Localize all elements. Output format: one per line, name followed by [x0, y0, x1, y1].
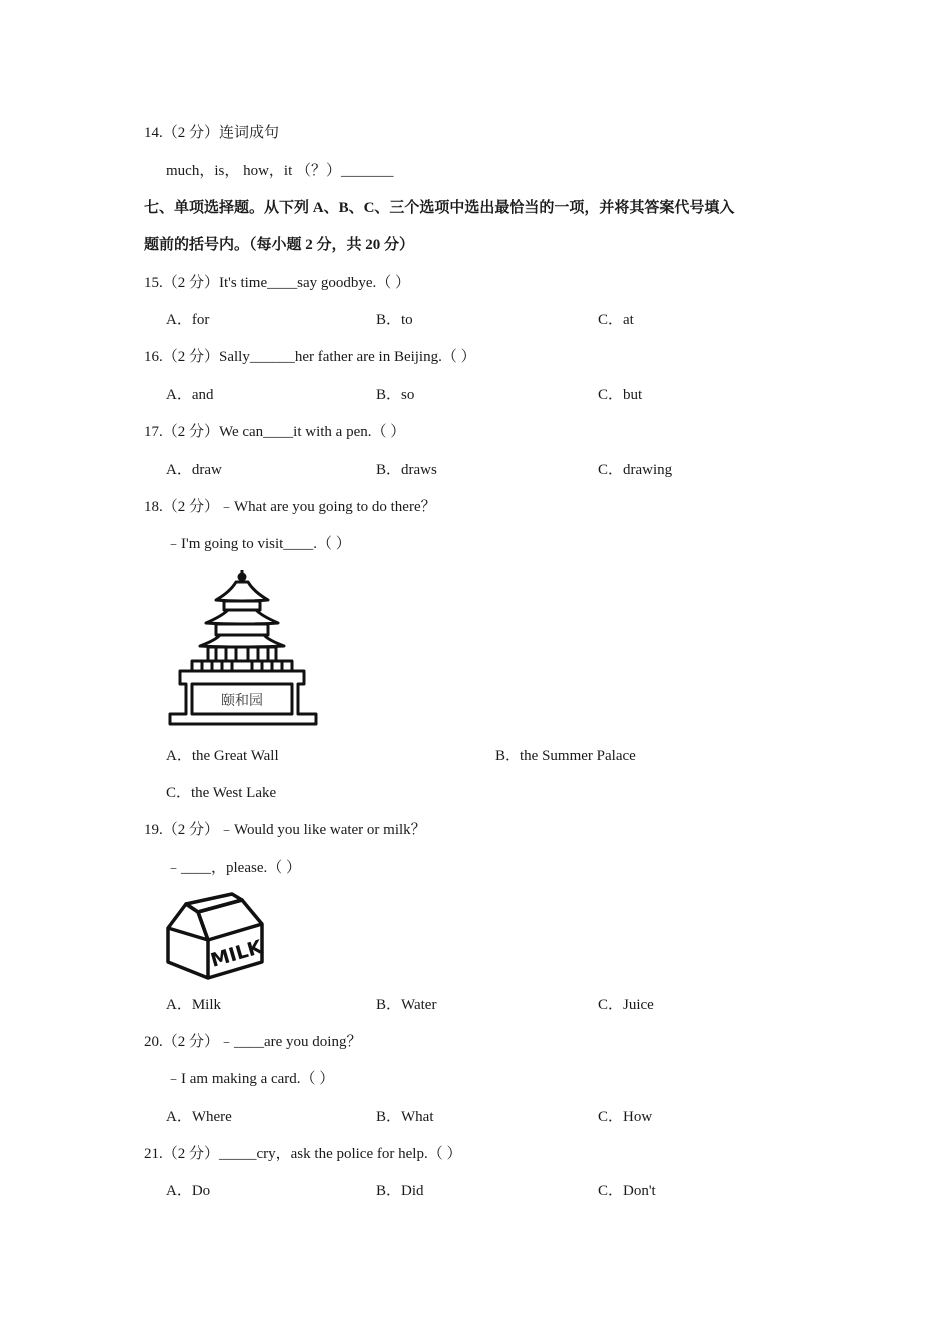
q19-option-b[interactable]: B．Water	[376, 997, 437, 1013]
q20-option-b[interactable]: B．What	[376, 1109, 434, 1125]
q14-stem: 14.（2 分）连词成句	[144, 125, 280, 141]
q17-option-a[interactable]: A．draw	[166, 462, 222, 478]
section-heading-line2: 题前的括号内。（每小题 2 分，共 20 分）	[144, 237, 415, 253]
q16-option-b[interactable]: B．so	[376, 387, 415, 403]
q18-option-a[interactable]: A．the Great Wall	[166, 748, 279, 764]
q21-option-a[interactable]: A．Do	[166, 1183, 211, 1199]
q16-stem: 16.（2 分）Sally______her father are in Beijing.（ ）	[144, 349, 476, 365]
q18-stem-line2: ﹣I'm going to visit____.（ ）	[166, 536, 351, 552]
q16-option-c[interactable]: C．but	[598, 387, 643, 403]
q19-stem: 19.（2 分）﹣Would you like water or milk？	[144, 822, 426, 838]
q14-words: much，is， how，it （？）_______	[166, 163, 394, 179]
q18-stem: 18.（2 分）﹣What are you going to do there？	[144, 499, 436, 515]
q20-stem: 20.（2 分）﹣____are you doing？	[144, 1034, 362, 1050]
q20-option-a[interactable]: A．Where	[166, 1109, 232, 1125]
q20-option-c[interactable]: C．How	[598, 1109, 653, 1125]
q19-option-c[interactable]: C．Juice	[598, 997, 654, 1013]
temple-drawing	[166, 568, 322, 728]
section-heading-line1: 七、单项选择题。从下列 A、B、C、三个选项中选出最恰当的一项，并将其答案代号填入	[144, 200, 735, 216]
milk-carton-illustration	[164, 890, 270, 982]
q15-stem: 15.（2 分）It's time____say goodbye.（ ）	[144, 275, 411, 291]
q17-option-c[interactable]: C．drawing	[598, 462, 673, 478]
q21-option-c[interactable]: C．Don't	[598, 1183, 656, 1199]
q18-option-c[interactable]: C．the West Lake	[166, 785, 277, 801]
sign-text: 颐和园	[221, 693, 263, 709]
milk-carton-drawing	[164, 890, 270, 982]
q15-option-b[interactable]: B．to	[376, 312, 413, 328]
q15-option-a[interactable]: A．for	[166, 312, 210, 328]
q21-stem: 21.（2 分）_____cry，ask the police for help.（ ）	[144, 1146, 462, 1162]
q18-option-b[interactable]: B．the Summer Palace	[495, 748, 636, 764]
q16-option-a[interactable]: A．and	[166, 387, 214, 403]
q20-stem-line2: ﹣I am making a card.（ ）	[166, 1071, 335, 1087]
q21-option-b[interactable]: B．Did	[376, 1183, 424, 1199]
summer-palace-illustration	[166, 568, 322, 728]
q17-option-b[interactable]: B．draws	[376, 462, 437, 478]
carton-label: MILK	[208, 936, 265, 972]
q19-stem-line2: ﹣____，please.（ ）	[166, 860, 301, 876]
q19-option-a[interactable]: A．Milk	[166, 997, 222, 1013]
q15-option-c[interactable]: C．at	[598, 312, 634, 328]
q17-stem: 17.（2 分）We can____it with a pen.（ ）	[144, 424, 406, 440]
